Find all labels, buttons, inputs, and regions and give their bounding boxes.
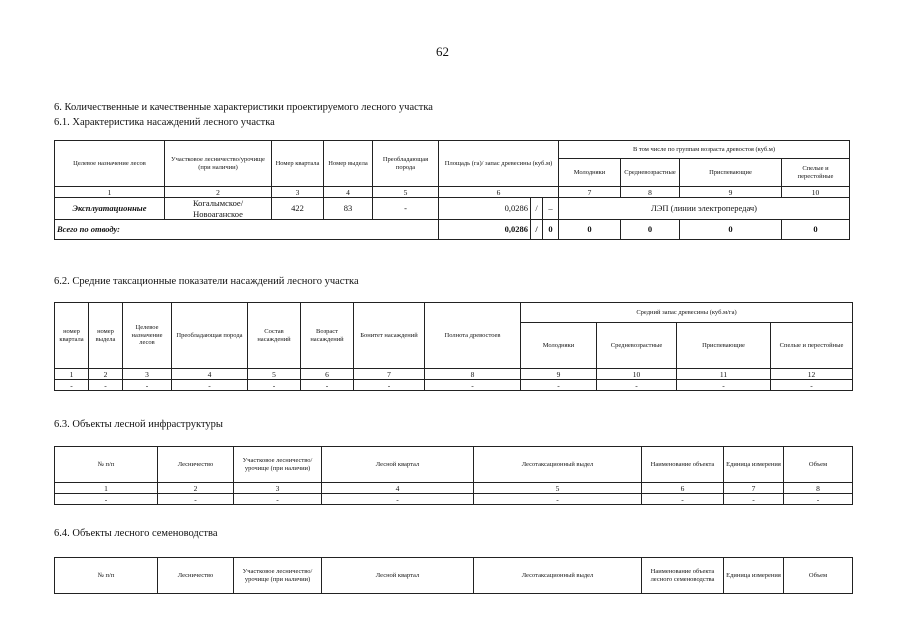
col-num: 8 [425, 369, 521, 380]
empty-cell: - [642, 494, 724, 505]
empty-cell: - [521, 380, 597, 391]
row-area: 0,0286 [439, 198, 531, 220]
section-6-title: 6. Количественные и качественные характеристики проектируемого лесного участка [54, 102, 433, 113]
header-middle: Средневозрастные [597, 323, 677, 369]
row-note: ЛЭП (линии электропередач) [559, 198, 850, 220]
header-no: № п/п [55, 558, 158, 594]
col-num: 9 [680, 187, 782, 198]
col-num: 7 [559, 187, 621, 198]
col-num: 4 [172, 369, 248, 380]
col-num: 10 [782, 187, 850, 198]
empty-cell: - [677, 380, 771, 391]
empty-cell: - [597, 380, 677, 391]
stand-characteristics-table [54, 140, 850, 240]
header-maturing: Приспевающие [677, 323, 771, 369]
header-age: Возраст насаждений [301, 303, 354, 369]
empty-cell: - [55, 494, 158, 505]
col-num: 4 [324, 187, 373, 198]
header-composition: Состав насаждений [248, 303, 301, 369]
header-young: Молодняки [559, 159, 621, 187]
header-district: Участковое лесничество/урочище (при наличии) [234, 447, 322, 483]
total-middle: 0 [621, 220, 680, 240]
empty-cell: - [158, 494, 234, 505]
header-purpose: Целевое назначение лесов [55, 141, 165, 187]
header-species: Преобладающая порода [373, 141, 439, 187]
header-unit: Единица измерения [724, 447, 784, 483]
seed-objects-table [54, 557, 853, 594]
header-quarter: Номер квартала [272, 141, 324, 187]
header-quarter: Лесной квартал [322, 447, 474, 483]
empty-cell: - [234, 494, 322, 505]
row-stock: – [543, 198, 559, 220]
header-forestry: Лесничество [158, 447, 234, 483]
col-num: 4 [322, 483, 474, 494]
col-num: 6 [439, 187, 559, 198]
header-young: Молодняки [521, 323, 597, 369]
header-district: Участковое лесничество/урочище (при наличии) [234, 558, 322, 594]
col-num: 12 [771, 369, 853, 380]
empty-cell: - [301, 380, 354, 391]
col-num: 3 [123, 369, 172, 380]
col-num: 1 [55, 483, 158, 494]
empty-cell: - [89, 380, 123, 391]
col-num: 5 [248, 369, 301, 380]
header-district: Участковое лесничество/урочище (при наличии) [165, 141, 272, 187]
col-num: 10 [597, 369, 677, 380]
col-num: 1 [55, 187, 165, 198]
header-no: № п/п [55, 447, 158, 483]
header-quarter: номер квартала [55, 303, 89, 369]
header-volume: Объем [784, 447, 853, 483]
header-vydel: Лесотаксационный выдел [474, 447, 642, 483]
row-vydel: 83 [324, 198, 373, 220]
header-forestry: Лесничество [158, 558, 234, 594]
col-num: 8 [784, 483, 853, 494]
header-middle: Средневозрастные [621, 159, 680, 187]
header-species: Преобладающая порода [172, 303, 248, 369]
header-age-group: В том числе по группам возраста древостоя (куб.м) [559, 141, 850, 159]
header-unit: Единица измерения [724, 558, 784, 594]
col-num: 2 [89, 369, 123, 380]
total-stock: 0 [543, 220, 559, 240]
col-num: 8 [621, 187, 680, 198]
header-bonitet: Бонитет насаждений [354, 303, 425, 369]
row-purpose: Эксплуатационные [55, 198, 165, 220]
col-num: 1 [55, 369, 89, 380]
header-quarter: Лесной квартал [322, 558, 474, 594]
col-num: 5 [373, 187, 439, 198]
col-num: 11 [677, 369, 771, 380]
empty-cell: - [172, 380, 248, 391]
col-num: 5 [474, 483, 642, 494]
section-6-3-title: 6.3. Объекты лесной инфраструктуры [54, 419, 223, 430]
header-volume: Объем [784, 558, 853, 594]
taxation-indicators-table [54, 302, 853, 391]
empty-cell: - [55, 380, 89, 391]
header-maturing: Приспевающие [680, 159, 782, 187]
empty-cell: - [771, 380, 853, 391]
col-num: 6 [642, 483, 724, 494]
header-area: Площадь (га)/ запас древесины (куб.м) [439, 141, 559, 187]
col-num: 7 [354, 369, 425, 380]
empty-cell: - [724, 494, 784, 505]
total-slash: / [531, 220, 543, 240]
empty-cell: - [322, 494, 474, 505]
total-maturing: 0 [680, 220, 782, 240]
col-num: 2 [165, 187, 272, 198]
empty-cell: - [425, 380, 521, 391]
col-num: 6 [301, 369, 354, 380]
total-young: 0 [559, 220, 621, 240]
section-6-1-title: 6.1. Характеристика насаждений лесного участка [54, 117, 275, 128]
infrastructure-table [54, 446, 853, 505]
empty-cell: - [784, 494, 853, 505]
section-6-4-title: 6.4. Объекты лесного семеноводства [54, 528, 218, 539]
col-num: 2 [158, 483, 234, 494]
header-avg-stock: Средний запас древесины (куб.м/га) [521, 303, 853, 323]
total-mature: 0 [782, 220, 850, 240]
header-mature: Спелые и перестойные [782, 159, 850, 187]
header-vydel: номер выдела [89, 303, 123, 369]
header-mature: Спелые и перестойные [771, 323, 853, 369]
header-density: Полнота древостоев [425, 303, 521, 369]
row-species: - [373, 198, 439, 220]
col-num: 3 [272, 187, 324, 198]
total-label: Всего по отводу: [55, 220, 439, 240]
header-vydel: Номер выдела [324, 141, 373, 187]
page-number: 62 [436, 44, 449, 59]
row-district: Когалымское/ Новоаганское [165, 198, 272, 220]
header-object: Наименование объекта лесного семеноводства [642, 558, 724, 594]
header-purpose: Целевое назначение лесов [123, 303, 172, 369]
empty-cell: - [248, 380, 301, 391]
col-num: 7 [724, 483, 784, 494]
header-vydel: Лесотаксационный выдел [474, 558, 642, 594]
row-quarter: 422 [272, 198, 324, 220]
header-object: Наименование объекта [642, 447, 724, 483]
empty-cell: - [474, 494, 642, 505]
section-6-2-title: 6.2. Средние таксационные показатели насаждений лесного участка [54, 276, 359, 287]
col-num: 3 [234, 483, 322, 494]
col-num: 9 [521, 369, 597, 380]
total-area: 0,0286 [439, 220, 531, 240]
row-slash: / [531, 198, 543, 220]
empty-cell: - [123, 380, 172, 391]
empty-cell: - [354, 380, 425, 391]
